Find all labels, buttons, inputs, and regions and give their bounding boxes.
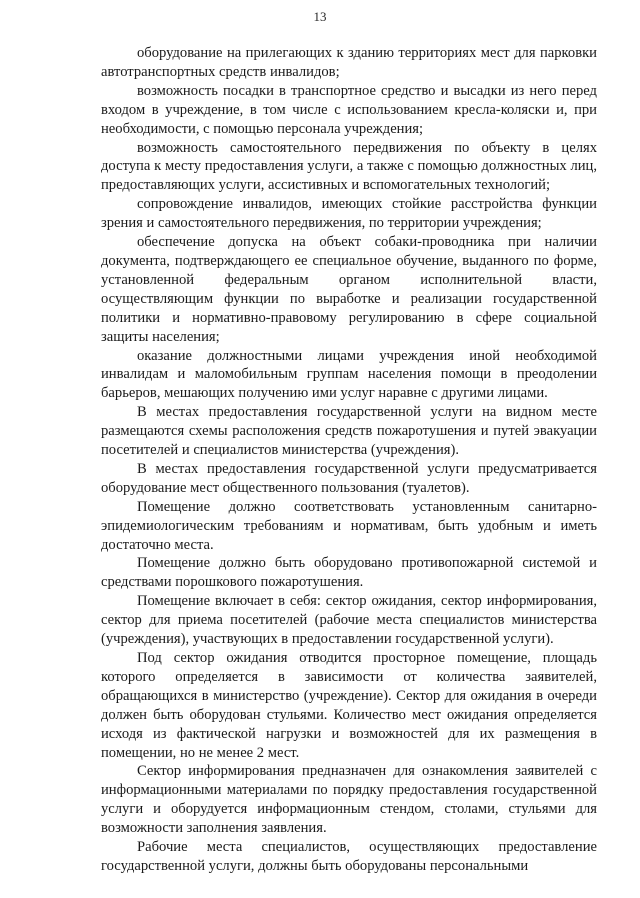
paragraph-assistance: оказание должностными лицами учреждения иной необходимой инвалидам и маломобильным группам населения помощи в преодолении барьеров, мешающих получению ими услуг наравне с другими лицами. (101, 347, 597, 402)
paragraph-waiting-sector: Под сектор ожидания отводится просторное помещение, площадь которого определяется в зависимости от количества заявителей, обращающихся в министерство (учреждение). Сектор для ожидания в очереди должен быть оборудован стульями. Количество мест ожидания определяется исходя из фактической нагрузки и возможностей для их размещения в помещении, но не менее 2 мест. (101, 650, 597, 761)
paragraph-premises-sectors: Помещение включает в себя: сектор ожидания, сектор информирования, сектор для приема посетителей (рабочие места специалистов министерства (учреждения), участвующих в предоставлении государственной услуги). (101, 593, 597, 648)
paragraph-evacuation-schemes: В местах предоставления государственной услуги на видном месте размещаются схемы расположения средств пожаротушения и путей эвакуации посетителей и специалистов министерства (учреждения). (101, 404, 597, 459)
paragraph-boarding-transport: возможность посадки в транспортное средство и высадки из него перед входом в учреждение, в том числе с использованием кресла-коляски и, при необходимости, с помощью персонала учреждения; (101, 82, 597, 137)
paragraph-parking: оборудование на прилегающих к зданию территориях мест для парковки автотранспортных средств инвалидов; (101, 45, 597, 80)
paragraph-toilets: В местах предоставления государственной услуги предусматривается оборудование мест общественного пользования (туалетов). (101, 460, 597, 496)
paragraph-fire-system: Помещение должно быть оборудовано противопожарной системой и средствами порошкового пожаротушения. (101, 555, 597, 591)
paragraph-information-sector: Сектор информирования предназначен для ознакомления заявителей с информационными материалами по порядку предоставления государственной услуги и оборудуется информационным стендом, столами, стульями для возможности заполнения заявления. (101, 763, 597, 837)
paragraph-workplaces: Рабочие места специалистов, осуществляющих предоставление государственной услуги, должны быть оборудованы персональными (101, 839, 597, 874)
paragraph-independent-movement: возможность самостоятельного передвижения по объекту в целях доступа к месту предоставления услуги, а также с помощью должностных лиц, предоставляющих услуги, ассистивных и вспомогательных технологий; (101, 139, 597, 194)
page-number: 13 (313, 9, 327, 24)
paragraph-guide-dog: обеспечение допуска на объект собаки-проводника при наличии документа, подтверждающего ее специальное обучение, выданного по форме, установленной федеральным органом исполнительной власти, осуществляющим функции по выработке и реализации государственной политики и нормативно-правовому регулированию в сфере социальной защиты населения; (101, 234, 597, 345)
document-body (101, 44, 597, 876)
paragraph-sanitary-requirements: Помещение должно соответствовать установленным санитарно-эпидемиологическим требованиям и нормативам, быть удобным и иметь достаточно места. (101, 498, 597, 553)
paragraph-escort: сопровождение инвалидов, имеющих стойкие расстройства функции зрения и самостоятельного передвижения, по территории учреждения; (101, 196, 597, 232)
